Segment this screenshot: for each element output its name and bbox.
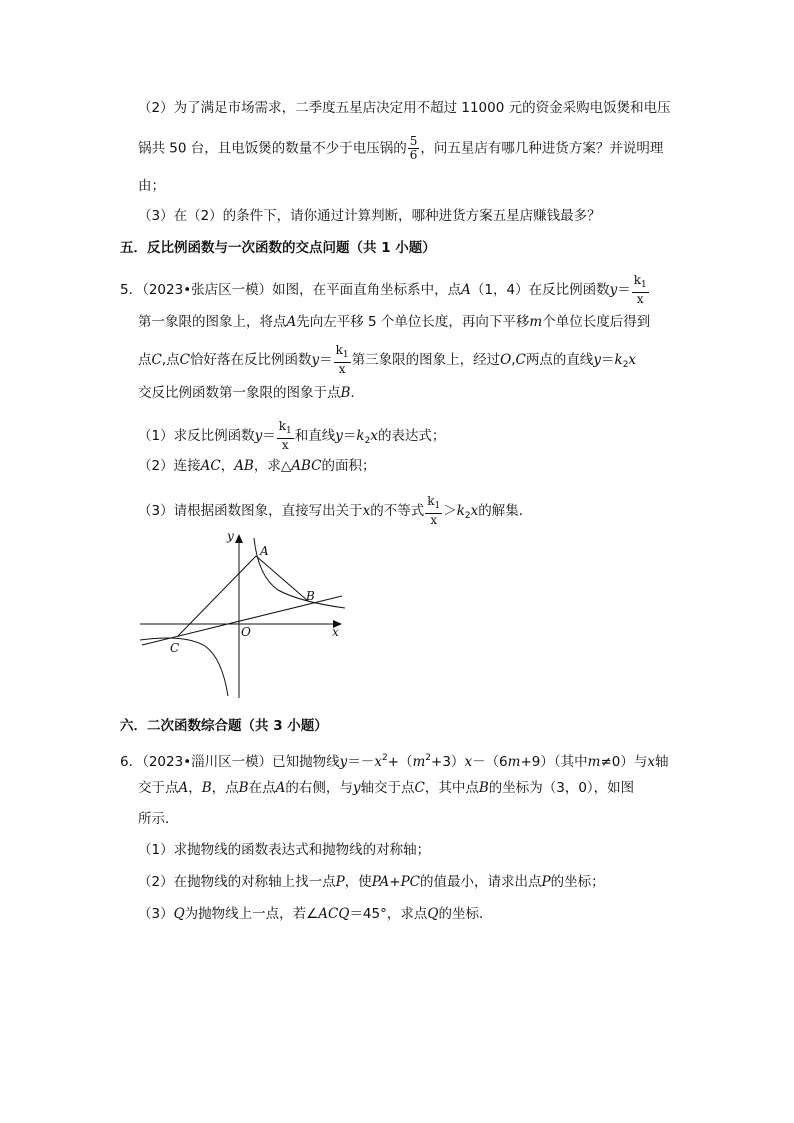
section5-title: 五．反比例函数与一次函数的交点问题（共 1 小题） (120, 240, 436, 256)
q4-part2-line3: 由； (138, 178, 165, 194)
q6-sub1: （1）求抛物线的函数表达式和抛物线的对称轴； (138, 842, 431, 858)
q4-part3: （3）在（2）的条件下，请你通过计算判断，哪种进货方案五星店赚钱最多？ (138, 208, 601, 224)
q6-line2: 交于点A，B，点B在点A的右侧，与y轴交于点C，其中点B的坐标为（3，0），如图 (138, 780, 635, 796)
q5-line1: 5．（2023•张店区一模）如图，在平面直角坐标系中，点A（1，4）在反比例函数y＝ $\frac{k_1}{x}$ (120, 273, 647, 306)
segment-AB (256, 556, 308, 601)
label-B: B (306, 589, 315, 603)
q6-line3: 所示． (138, 811, 179, 827)
fraction-k1-over-x: $\frac{k_1}{x}$ (335, 343, 349, 376)
hyperbola-branch-q3 (140, 638, 228, 696)
label-x: x (332, 625, 339, 639)
label-O: O (241, 625, 251, 639)
q6-line1: 6．（2023•淄川区一模）已知抛物线$y=-x^2+(m^2+3)x-(6m+9)$（其中m≠0）与x轴 (120, 753, 669, 770)
fraction-five-sixths: $\frac{5}{6}$ (409, 134, 418, 162)
function-graph (130, 528, 360, 703)
q5-line4: 交反比例函数第一象限的图象于点B. (138, 385, 355, 401)
q4-part2-line1: （2）为了满足市场需求，二季度五星店决定用不超过 11000 元的资金采购电饭煲和电压 (138, 100, 671, 116)
q5-sub2: （2）连接AC，AB，求△ABC的面积； (138, 458, 376, 474)
fraction-k1-over-x: $\frac{k_1}{x}$ (633, 273, 647, 306)
fraction-k1-over-x: $\frac{k_1}{x}$ (427, 494, 441, 527)
section6-title: 六．二次函数综合题（共 3 小题） (120, 718, 328, 734)
q5-sub1: （1）求反比例函数y＝ $\frac{k_1}{x}$ 和直线$y=k_2x$的表达式； (138, 419, 446, 452)
label-C: C (170, 641, 180, 655)
q5-line3: 点C,点C恰好落在反比例函数y＝ $\frac{k_1}{x}$ 第三象限的图象上，经过O,C两点的直线$y=k_2x$ (138, 343, 637, 376)
y-axis-arrow (235, 534, 243, 543)
fraction-k1-over-x: $\frac{k_1}{x}$ (278, 419, 292, 452)
q5-line2: 第一象限的图象上，将点A先向左平移 5 个单位长度，再向下平移m个单位长度后得到 (138, 314, 651, 330)
label-A: A (260, 544, 269, 558)
q6-sub3: （3）Q为抛物线上一点，若∠ACQ＝45°，求点Q的坐标． (138, 906, 493, 922)
label-y: y (227, 529, 234, 543)
q4-part2-line2: 锅共 50 台，且电饭煲的数量不少于电压锅的 $\frac{5}{6}$ ，问五星店有哪几种进货方案？并说明理 (138, 134, 664, 162)
q5-sub3: （3）请根据函数图象，直接写出关于x的不等式 $\frac{k_1}{x}$ $>k_2x$的解集． (138, 494, 533, 527)
q6-sub2: （2）在抛物线的对称轴上找一点P，使PA+PC的值最小，请求出点P的坐标； (138, 874, 605, 890)
